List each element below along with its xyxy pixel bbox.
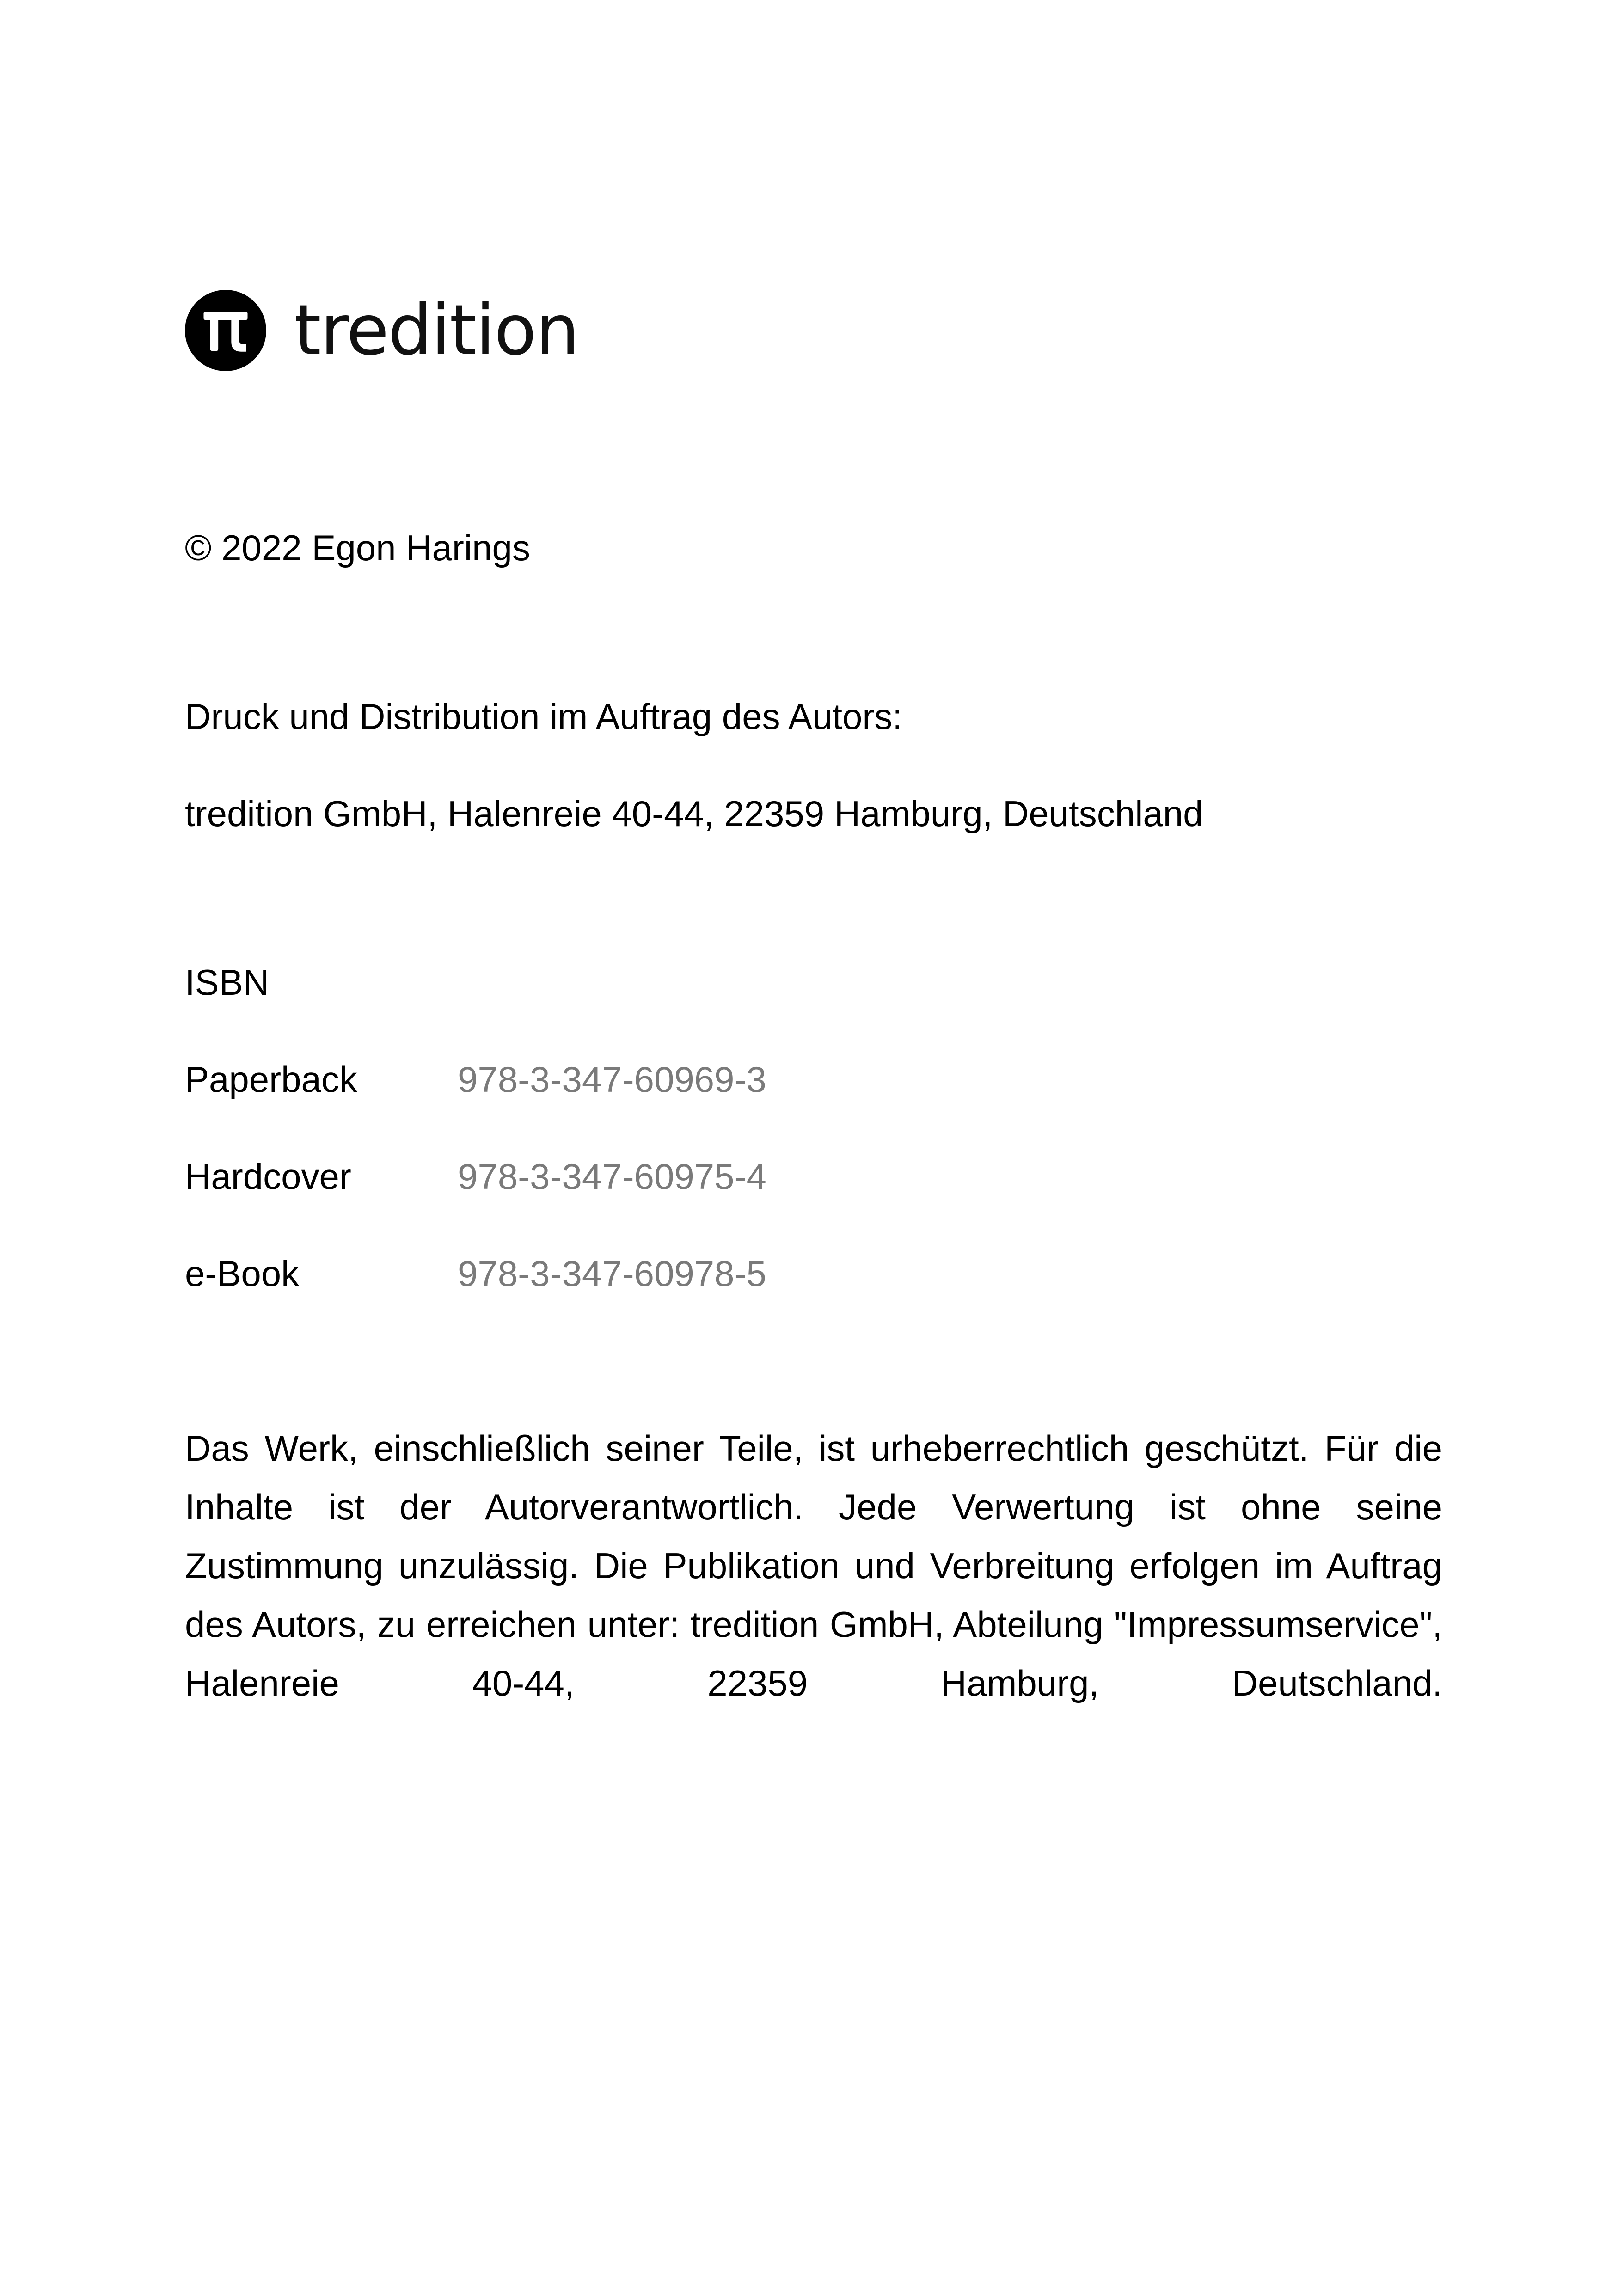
edition-label: Paperback (185, 1059, 357, 1100)
isbn-number: 978-3-347-60975-4 (458, 1156, 766, 1197)
edition-label: e-Book (185, 1253, 300, 1294)
printing-notice: Druck und Distribution im Auftrag des Autors: (185, 696, 903, 737)
publisher-logo (185, 289, 579, 372)
legal-notice: Das Werk, einschließlich seiner Teile, ist urheberrechtlich geschützt. Für die Inhalte ist der Autorverantwortlich. Jede Verwertung ist ohne seine Zustimmung unzulässig. Die Publikation und Verbreitung erfolgen im Auftrag des Autors, zu erreichen unter: tredition GmbH, Abteilung "Impressumservice", Halenreie 40-44, 22359 Hamburg, Deutschland. (185, 1428, 1442, 1703)
isbn-number: 978-3-347-60969-3 (458, 1059, 766, 1100)
isbn-row-ebook (185, 1250, 766, 1297)
isbn-number: 978-3-347-60978-5 (458, 1253, 766, 1294)
isbn-row-hardcover (185, 1153, 766, 1200)
publisher-address: tredition GmbH, Halenreie 40-44, 22359 Hamburg, Deutschland (185, 793, 1203, 834)
logo-wordmark: tredition (294, 290, 579, 371)
tredition-logo-icon (185, 290, 266, 371)
isbn-heading: ISBN (185, 962, 270, 1003)
edition-label: Hardcover (185, 1156, 351, 1197)
copyright-line: © 2022 Egon Harings (185, 527, 530, 568)
isbn-row-paperback (185, 1056, 766, 1102)
